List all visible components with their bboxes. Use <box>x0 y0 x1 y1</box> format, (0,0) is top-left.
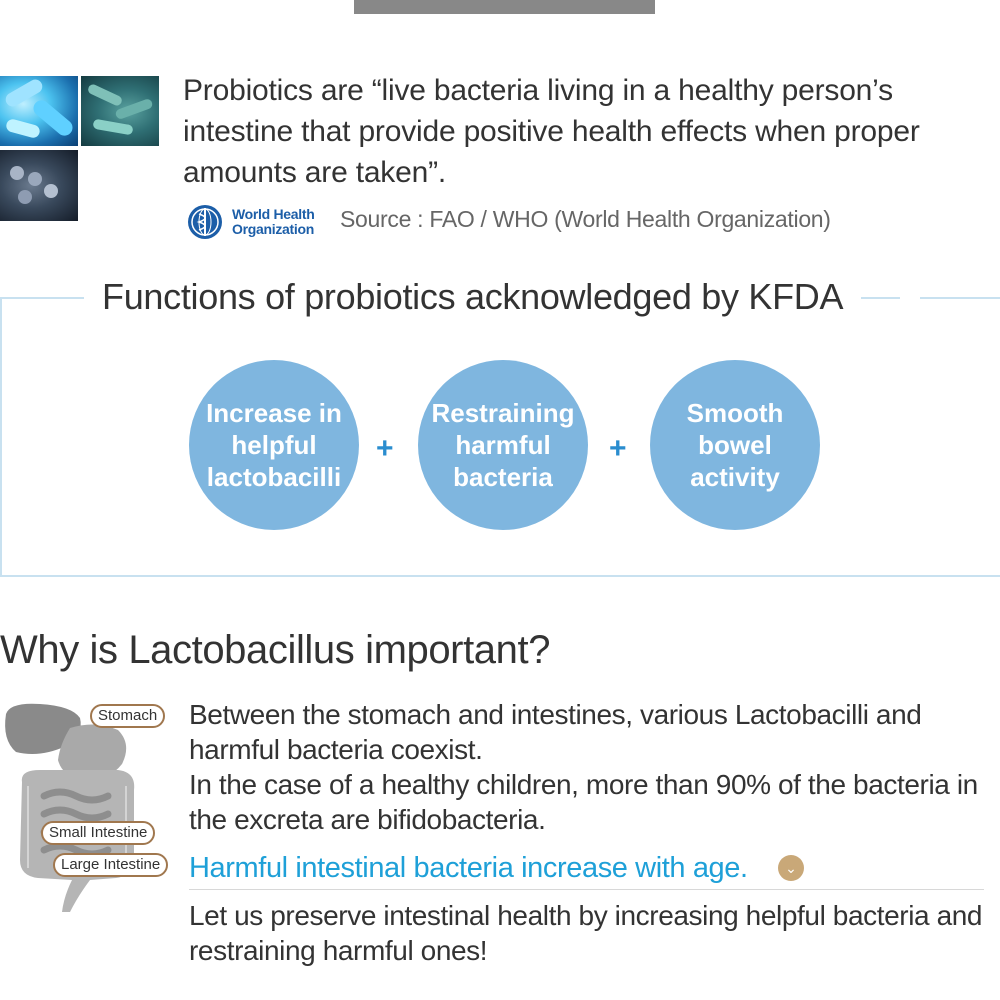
small-intestine-label: Small Intestine <box>41 821 155 845</box>
digestive-system-icon <box>0 700 175 920</box>
bacteria-image-grey <box>0 150 78 221</box>
top-bar <box>354 0 655 14</box>
function-circle-2 <box>418 360 588 530</box>
why-title: Why is Lactobacillus important? <box>0 628 551 672</box>
age-highlight-link[interactable]: Harmful intestinal bacteria increase with age. <box>189 852 748 884</box>
who-logo-line1: World Health <box>232 206 315 222</box>
large-intestine-label: Large Intestine <box>53 853 168 877</box>
function-circle-3 <box>650 360 820 530</box>
paragraph-bifidobacteria: In the case of a healthy children, more than 90% of the bacteria in the excreta are bifidobacteria. <box>189 769 978 835</box>
who-logo-text <box>232 207 314 237</box>
bacteria-image-blue <box>0 76 78 146</box>
source-citation: Source : FAO / WHO (World Health Organization) <box>340 206 831 232</box>
who-logo-line2: Organization <box>232 221 314 237</box>
bacteria-image-green <box>81 76 159 146</box>
function-label: Increase in helpful lactobacilli <box>206 398 342 492</box>
divider <box>189 889 984 890</box>
function-label: Smooth bowel activity <box>686 398 784 492</box>
stomach-label: Stomach <box>90 704 165 728</box>
plus-icon: + <box>609 432 627 465</box>
probiotics-definition: Probiotics are “live bacteria living in a healthy person’s intestine that provide positive health effects when proper amounts are taken”. <box>183 74 920 189</box>
function-circle-1 <box>189 360 359 530</box>
functions-title: Functions of probiotics acknowledged by KFDA <box>84 273 861 321</box>
plus-icon: + <box>376 432 394 465</box>
conclusion-text: Let us preserve intestinal health by increasing helpful bacteria and restraining harmful ones! <box>189 900 983 966</box>
paragraph-coexist: Between the stomach and intestines, various Lactobacilli and harmful bacteria coexist. <box>189 699 922 765</box>
function-label: Restraining harmful bacteria <box>431 398 575 492</box>
chevron-down-icon[interactable]: ⌄ <box>778 855 804 881</box>
